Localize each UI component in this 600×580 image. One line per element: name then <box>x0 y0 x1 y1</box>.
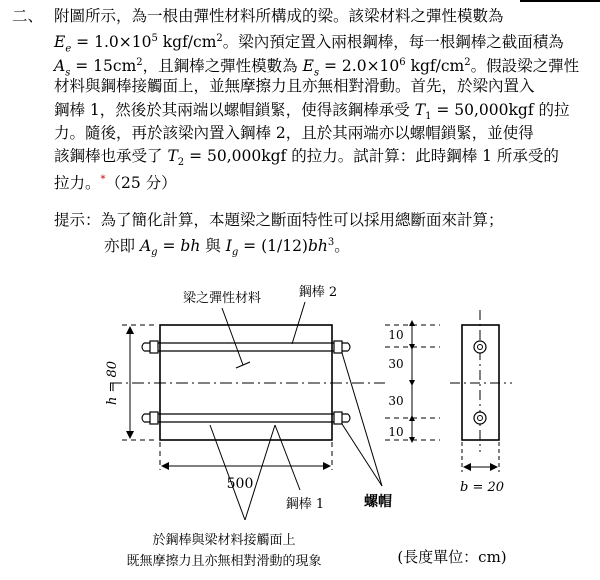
problem-line-2: $E_e = 1.0\times 10^5$ kgf/$cm^2$。梁內預定置入兩根鋼棒，每一根鋼棒之截面積為 <box>54 33 564 55</box>
nut-left-1 <box>150 412 158 424</box>
problem-line-4: 材料與鋼棒接觸面上，並無摩擦力且亦無相對滑動。首先，於梁內置入 <box>54 77 535 95</box>
problem-line-5: 鋼棒 1，然後於其兩端以螺帽鎖緊，使得該鋼棒承受 $T_1 = 50,000kgf$ 的拉 <box>54 101 570 123</box>
note-line-2: 既無摩擦力且亦無相對滑動的現象 <box>126 554 322 569</box>
problem-line-6: 力。隨後，再於該梁內置入鋼棒 2，且於其兩端亦以螺帽鎖緊，並使得 <box>54 124 534 142</box>
bar1-section <box>474 412 486 424</box>
dim-30-lower: 30 <box>388 394 404 408</box>
problem-line-8: 拉力。*（25 分） <box>54 174 177 193</box>
material-label: 梁之彈性材料 <box>182 291 262 306</box>
nut-label: 螺帽 <box>364 494 392 510</box>
dim-10-top: 10 <box>388 328 404 342</box>
hint-line-1: 提示：為了簡化計算，本題梁之斷面特性可以採用總斷面來計算； <box>54 211 504 229</box>
hint-line-2: 亦即 $A_g$ = bh 與 $I_g = (1/12)bh^3$。 <box>104 236 350 259</box>
score-mark: * <box>100 174 106 185</box>
length-label: 500 <box>226 476 254 492</box>
bar1-label: 鋼棒 1 <box>285 497 325 512</box>
h-label: h = 80 <box>105 360 120 406</box>
problem-number: 二、 <box>12 7 44 25</box>
dim-30-upper: 30 <box>388 357 404 371</box>
units-label: (長度單位：cm) <box>397 548 507 566</box>
bar2-section <box>474 341 486 353</box>
problem-line-3: $A_s = 15cm^2$，且鋼棒之彈性模數為 $E_s = 2.0\times 10^6$ kgf/$cm^2$。假設梁之彈性 <box>54 57 580 79</box>
nut-right-1 <box>334 412 342 424</box>
vertical-dims <box>385 320 440 443</box>
nut-right-2 <box>334 341 342 353</box>
b-label: b = 20 <box>459 480 505 495</box>
nut-left-2 <box>150 341 158 353</box>
hint-label: 提示： <box>54 211 101 229</box>
dim-10-bottom: 10 <box>388 425 404 439</box>
bar2-label: 鋼棒 2 <box>298 285 338 300</box>
cross-section <box>450 310 512 495</box>
problem-line-7: 該鋼棒也承受了 $T_2 = 50,000kgf$ 的拉力。試計算：此時鋼棒 1 所承受的 <box>54 147 559 169</box>
note-line-1: 於鋼棒與梁材料接觸面上 <box>152 533 296 548</box>
problem-line-1: 附圖所示，為一根由彈性材料所構成的梁。該梁材料之彈性模數為 <box>54 7 504 25</box>
